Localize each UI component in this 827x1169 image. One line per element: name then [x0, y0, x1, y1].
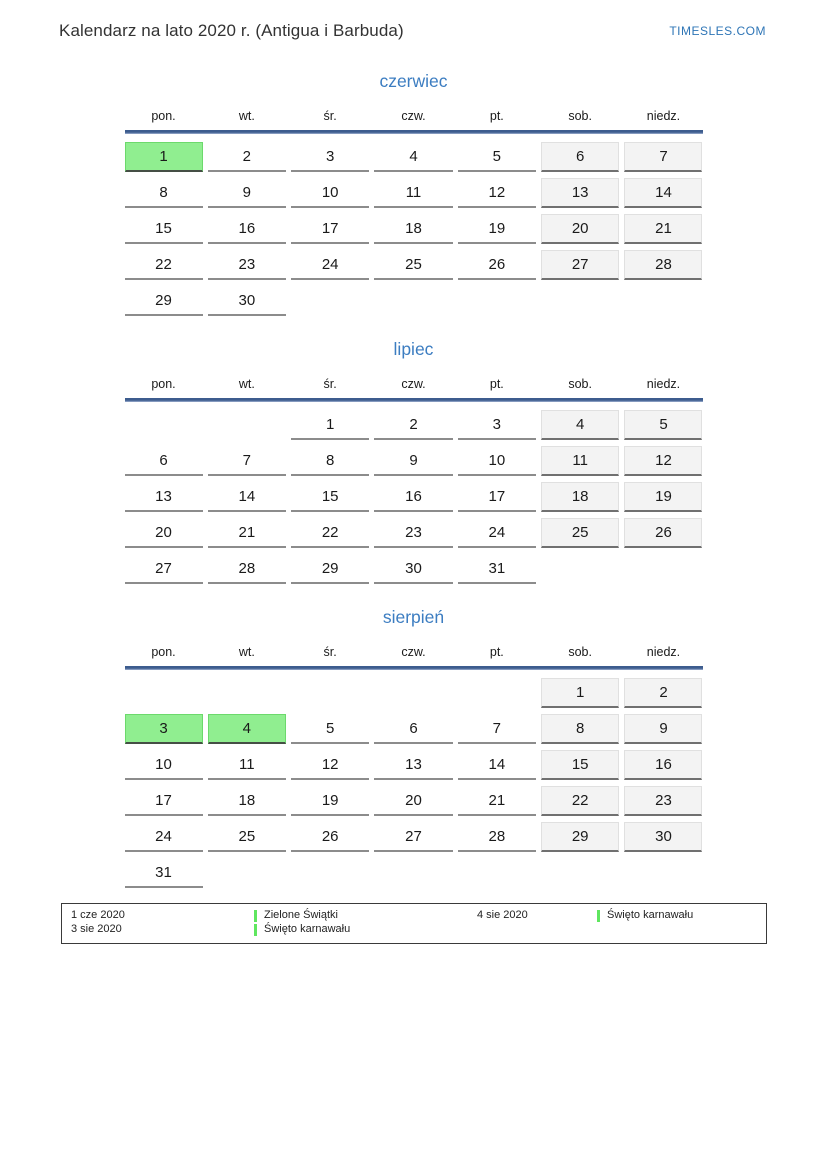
day-cell-lipiec-30: 30: [374, 554, 452, 584]
weekday-label: śr.: [323, 377, 337, 391]
day-cell-czerwiec-5: 5: [458, 142, 536, 172]
legend-holiday-name: Święto karnawału: [607, 909, 694, 921]
day-cell-czerwiec-12: 12: [458, 178, 536, 208]
month-header-divider: [125, 130, 703, 134]
weekday-label: pt.: [489, 645, 504, 659]
weekday-label: czw.: [401, 109, 426, 123]
legend-holiday-name: Święto karnawału: [264, 923, 351, 935]
day-cell-sierpień-6: 6: [374, 714, 452, 744]
day-cell-czerwiec-25: 25: [374, 250, 452, 280]
empty-cell: [291, 678, 369, 708]
day-cell-lipiec-12: 12: [624, 446, 702, 476]
day-cell-sierpień-28: 28: [458, 822, 536, 852]
day-cell-lipiec-24: 24: [458, 518, 536, 548]
day-cell-lipiec-28: 28: [208, 554, 286, 584]
weekday-header-row: [125, 645, 703, 666]
day-cell-lipiec-14: 14: [208, 482, 286, 512]
holiday-marker-icon: [254, 910, 257, 922]
day-cell-sierpień-16: 16: [624, 750, 702, 780]
month-grid: [125, 142, 703, 316]
day-cell-lipiec-17: 17: [458, 482, 536, 512]
day-cell-czerwiec-8: 8: [125, 178, 203, 208]
empty-cell: [208, 410, 286, 440]
weekday-label: wt.: [238, 109, 255, 123]
weekday-header-row: [125, 377, 703, 398]
legend-holiday: [597, 923, 766, 936]
day-cell-sierpień-8: 8: [541, 714, 619, 744]
day-cell-czerwiec-6: 6: [541, 142, 619, 172]
day-cell-lipiec-1: 1: [291, 410, 369, 440]
day-cell-sierpień-11: 11: [208, 750, 286, 780]
day-cell-lipiec-25: 25: [541, 518, 619, 548]
day-cell-czerwiec-14: 14: [624, 178, 702, 208]
day-cell-lipiec-8: 8: [291, 446, 369, 476]
holiday-marker-icon: [254, 924, 257, 936]
day-cell-czerwiec-11: 11: [374, 178, 452, 208]
legend-holiday: [254, 923, 477, 936]
day-cell-lipiec-11: 11: [541, 446, 619, 476]
day-cell-czerwiec-3: 3: [291, 142, 369, 172]
empty-cell: [208, 678, 286, 708]
weekday-label: wt.: [238, 377, 255, 391]
day-cell-lipiec-3: 3: [458, 410, 536, 440]
day-cell-czerwiec-27: 27: [541, 250, 619, 280]
day-cell-sierpień-10: 10: [125, 750, 203, 780]
day-cell-lipiec-16: 16: [374, 482, 452, 512]
day-cell-czerwiec-7: 7: [624, 142, 702, 172]
day-cell-czerwiec-17: 17: [291, 214, 369, 244]
day-cell-lipiec-23: 23: [374, 518, 452, 548]
day-cell-czerwiec-18: 18: [374, 214, 452, 244]
month-grid: [125, 678, 703, 888]
day-cell-sierpień-4: 4: [208, 714, 286, 744]
month-title: sierpień: [382, 607, 445, 627]
empty-cell: [125, 678, 203, 708]
day-cell-sierpień-24: 24: [125, 822, 203, 852]
day-cell-lipiec-7: 7: [208, 446, 286, 476]
day-cell-czerwiec-23: 23: [208, 250, 286, 280]
day-cell-lipiec-20: 20: [125, 518, 203, 548]
day-cell-czerwiec-19: 19: [458, 214, 536, 244]
day-cell-lipiec-6: 6: [125, 446, 203, 476]
day-cell-czerwiec-9: 9: [208, 178, 286, 208]
day-cell-czerwiec-10: 10: [291, 178, 369, 208]
day-cell-czerwiec-28: 28: [624, 250, 702, 280]
month-header-divider: [125, 398, 703, 402]
day-cell-czerwiec-22: 22: [125, 250, 203, 280]
month-lipiec: [125, 339, 703, 584]
day-cell-sierpień-2: 2: [624, 678, 702, 708]
weekday-label: niedz.: [646, 645, 681, 659]
weekday-label: sob.: [568, 109, 592, 123]
empty-cell: [374, 678, 452, 708]
legend-date: 3 sie 2020: [71, 923, 122, 935]
day-cell-czerwiec-13: 13: [541, 178, 619, 208]
day-cell-sierpień-7: 7: [458, 714, 536, 744]
day-cell-sierpień-12: 12: [291, 750, 369, 780]
month-header-divider: [125, 666, 703, 670]
legend-date: 4 sie 2020: [477, 909, 528, 921]
day-cell-czerwiec-26: 26: [458, 250, 536, 280]
month-czerwiec: [125, 71, 703, 316]
weekday-label: pon.: [151, 109, 176, 123]
weekday-label: sob.: [568, 645, 592, 659]
day-cell-sierpień-21: 21: [458, 786, 536, 816]
legend-holiday-name: Zielone Świątki: [264, 909, 338, 921]
day-cell-lipiec-19: 19: [624, 482, 702, 512]
day-cell-czerwiec-4: 4: [374, 142, 452, 172]
day-cell-lipiec-9: 9: [374, 446, 452, 476]
day-cell-lipiec-29: 29: [291, 554, 369, 584]
day-cell-lipiec-2: 2: [374, 410, 452, 440]
day-cell-czerwiec-24: 24: [291, 250, 369, 280]
legend: [61, 903, 767, 944]
weekday-label: sob.: [568, 377, 592, 391]
weekday-label: wt.: [238, 645, 255, 659]
weekday-label: śr.: [323, 109, 337, 123]
day-cell-sierpień-26: 26: [291, 822, 369, 852]
day-cell-sierpień-15: 15: [541, 750, 619, 780]
day-cell-lipiec-15: 15: [291, 482, 369, 512]
day-cell-czerwiec-15: 15: [125, 214, 203, 244]
day-cell-sierpień-1: 1: [541, 678, 619, 708]
weekday-label: pon.: [151, 645, 176, 659]
day-cell-sierpień-20: 20: [374, 786, 452, 816]
day-cell-lipiec-13: 13: [125, 482, 203, 512]
day-cell-czerwiec-30: 30: [208, 286, 286, 316]
weekday-header-row: [125, 109, 703, 130]
month-sierpień: [125, 607, 703, 888]
page-header: [0, 0, 827, 41]
day-cell-czerwiec-21: 21: [624, 214, 702, 244]
weekday-label: niedz.: [646, 109, 681, 123]
day-cell-sierpień-9: 9: [624, 714, 702, 744]
day-cell-czerwiec-1: 1: [125, 142, 203, 172]
day-cell-czerwiec-20: 20: [541, 214, 619, 244]
months: [125, 71, 703, 888]
empty-cell: [458, 678, 536, 708]
weekday-label: czw.: [401, 377, 426, 391]
day-cell-lipiec-31: 31: [458, 554, 536, 584]
site-link[interactable]: TIMESLES.COM: [669, 24, 766, 38]
month-title: czerwiec: [379, 71, 448, 91]
day-cell-lipiec-22: 22: [291, 518, 369, 548]
weekday-label: pt.: [489, 109, 504, 123]
weekday-label: pon.: [151, 377, 176, 391]
day-cell-sierpień-23: 23: [624, 786, 702, 816]
legend-date: 1 cze 2020: [71, 909, 125, 921]
day-cell-sierpień-19: 19: [291, 786, 369, 816]
day-cell-sierpień-13: 13: [374, 750, 452, 780]
day-cell-czerwiec-16: 16: [208, 214, 286, 244]
weekday-label: pt.: [489, 377, 504, 391]
month-title: lipiec: [393, 339, 434, 359]
day-cell-sierpień-29: 29: [541, 822, 619, 852]
weekday-label: niedz.: [646, 377, 681, 391]
day-cell-sierpień-14: 14: [458, 750, 536, 780]
page-title: Kalendarz na lato 2020 r. (Antigua i Barbuda): [59, 21, 404, 40]
month-grid: [125, 410, 703, 584]
legend-holiday: [597, 909, 766, 922]
day-cell-lipiec-21: 21: [208, 518, 286, 548]
day-cell-sierpień-30: 30: [624, 822, 702, 852]
weekday-label: czw.: [401, 645, 426, 659]
day-cell-lipiec-4: 4: [541, 410, 619, 440]
legend-holiday: [254, 909, 477, 922]
legend-date: [477, 923, 597, 936]
day-cell-sierpień-22: 22: [541, 786, 619, 816]
day-cell-czerwiec-29: 29: [125, 286, 203, 316]
day-cell-lipiec-18: 18: [541, 482, 619, 512]
empty-cell: [125, 410, 203, 440]
day-cell-sierpień-27: 27: [374, 822, 452, 852]
day-cell-sierpień-31: 31: [125, 858, 203, 888]
day-cell-czerwiec-2: 2: [208, 142, 286, 172]
day-cell-sierpień-25: 25: [208, 822, 286, 852]
day-cell-sierpień-5: 5: [291, 714, 369, 744]
holiday-marker-icon: [597, 910, 600, 922]
day-cell-sierpień-3: 3: [125, 714, 203, 744]
day-cell-sierpień-17: 17: [125, 786, 203, 816]
day-cell-lipiec-5: 5: [624, 410, 702, 440]
weekday-label: śr.: [323, 645, 337, 659]
day-cell-sierpień-18: 18: [208, 786, 286, 816]
day-cell-lipiec-10: 10: [458, 446, 536, 476]
day-cell-lipiec-26: 26: [624, 518, 702, 548]
day-cell-lipiec-27: 27: [125, 554, 203, 584]
